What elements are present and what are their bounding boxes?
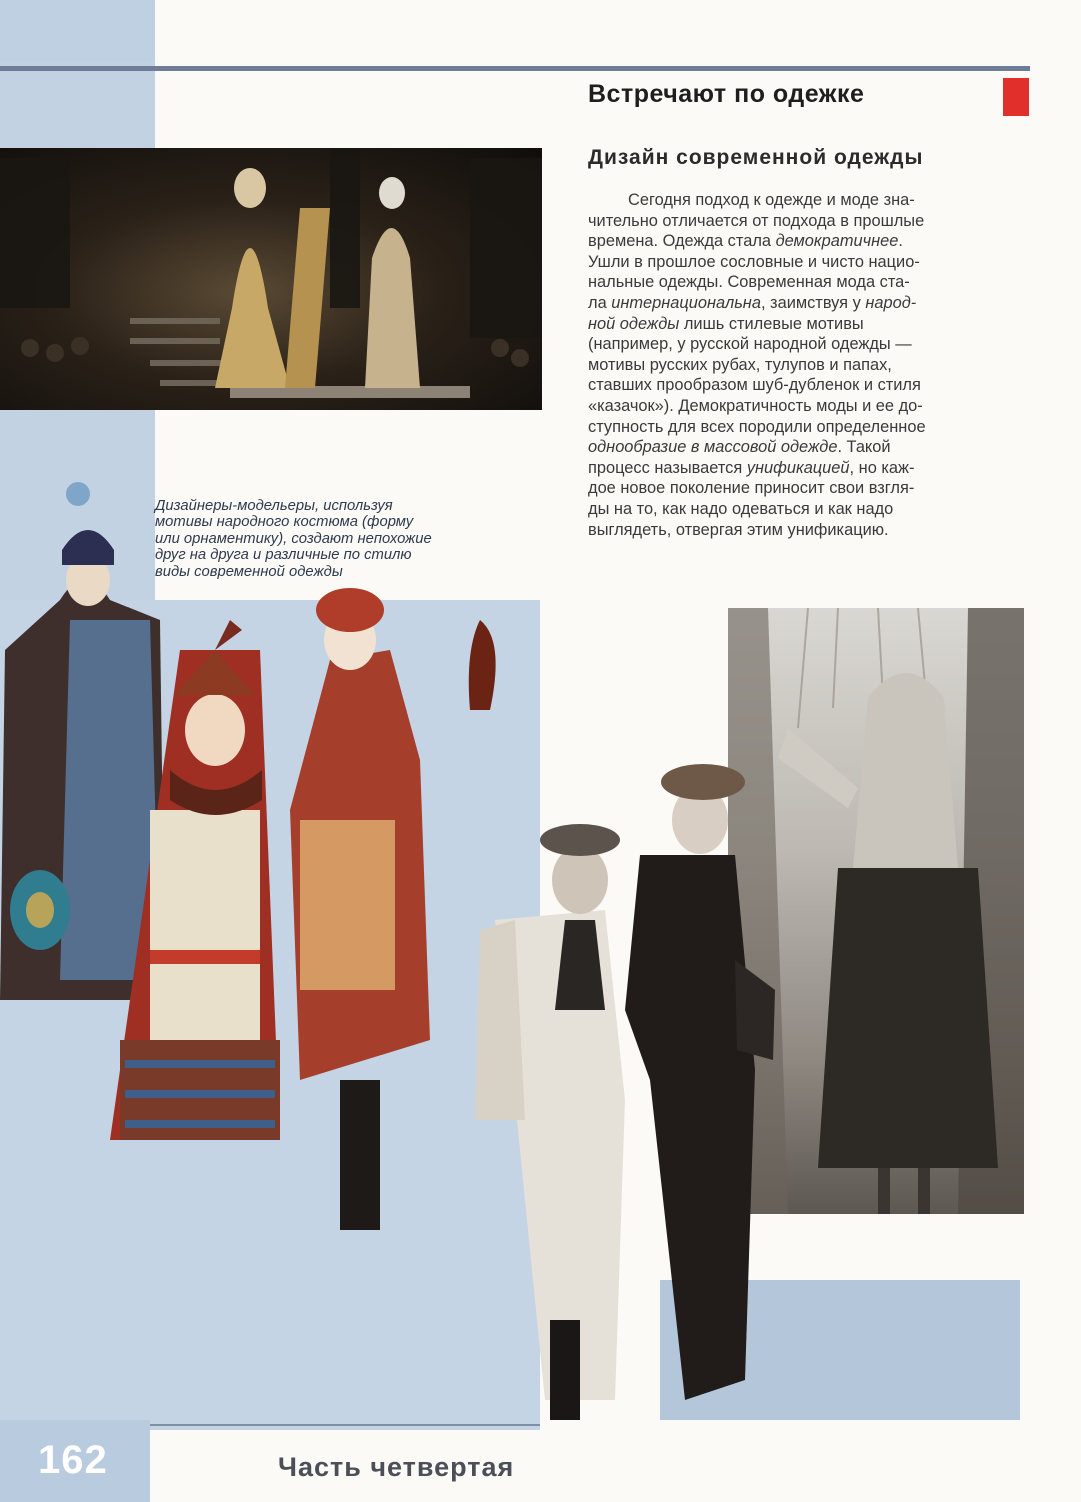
article-line bbox=[588, 396, 1022, 417]
article-line bbox=[588, 293, 1022, 314]
article-line bbox=[588, 437, 1022, 458]
photo-runway-show bbox=[0, 148, 542, 410]
article-emphasis: интернациональна bbox=[611, 293, 761, 312]
article-text: «казачок»). Демократичность моды и ее до- bbox=[588, 396, 923, 415]
caption-line: мотивы народного костюма (форму bbox=[155, 514, 414, 531]
article-text: , заимствуя у bbox=[760, 293, 866, 312]
article-text: мотивы русских рубах, тулупов и папах, bbox=[588, 355, 892, 374]
part-title: Часть четвертая bbox=[278, 1452, 515, 1482]
article-text: (например, у русской народной одежды — bbox=[588, 335, 912, 354]
article-line bbox=[588, 375, 1022, 396]
article-emphasis: однообразие в массовой одежде bbox=[588, 438, 838, 457]
article-text: . bbox=[898, 232, 903, 251]
article-line bbox=[588, 252, 1022, 273]
article-line bbox=[588, 334, 1022, 355]
section-title: Дизайн современной одежды bbox=[588, 146, 924, 169]
article-text: ла bbox=[588, 293, 612, 312]
header-rule bbox=[0, 66, 1030, 71]
article-emphasis: ной одежды bbox=[588, 314, 680, 333]
article-line bbox=[588, 231, 1022, 252]
footer-rule bbox=[150, 1424, 540, 1426]
men-caps-illustration bbox=[455, 760, 785, 1420]
article-emphasis: народ- bbox=[865, 293, 917, 312]
article-text: . Такой bbox=[837, 438, 891, 457]
article-line bbox=[588, 211, 1022, 232]
article-text: времена. Одежда стала bbox=[588, 232, 776, 251]
article-emphasis: демократичнее bbox=[775, 232, 899, 251]
article-emphasis: унификацией bbox=[746, 458, 850, 477]
photo-caption bbox=[155, 498, 545, 580]
article-text: процесс называется bbox=[588, 458, 747, 477]
article-line bbox=[588, 190, 1022, 211]
article-text: чительно отличается от подхода в прошлые bbox=[588, 211, 925, 230]
article-line bbox=[588, 355, 1022, 376]
article-line bbox=[588, 499, 1022, 520]
article-text: ды на то, как надо одеваться и как надо bbox=[588, 499, 894, 518]
photo-men-in-caps bbox=[455, 760, 785, 1420]
page-number: 162 bbox=[38, 1438, 108, 1482]
article-text: лишь стилевые мотивы bbox=[679, 314, 864, 333]
article-text: дое новое поколение приносит свои взгля- bbox=[588, 479, 915, 498]
article-text: выглядеть, отвергая этим унификацию. bbox=[588, 520, 889, 539]
article-text: ступность для всех породили определенное bbox=[588, 417, 926, 436]
caption-line: Дизайнеры-модельеры, используя bbox=[155, 498, 393, 514]
article-text: ставших прообразом шуб-дубленок и стиля bbox=[588, 376, 921, 395]
caption-line: друг на друга и различные по стилю bbox=[155, 547, 412, 564]
article-line bbox=[588, 478, 1022, 499]
article-text: Сегодня подход к одежде и моде зна- bbox=[628, 191, 915, 209]
article-line bbox=[588, 458, 1022, 479]
article-line bbox=[588, 314, 1022, 335]
caption-line: виды современной одежды bbox=[155, 563, 343, 580]
runway-illustration bbox=[0, 148, 542, 410]
article-body bbox=[588, 190, 1022, 540]
decor-block-top-left bbox=[0, 0, 155, 62]
caption-line: или орнаментику), создают непохожие bbox=[155, 530, 432, 547]
article-text: Ушли в прошлое сословные и чисто нацио- bbox=[588, 252, 920, 271]
article-line bbox=[588, 520, 1022, 541]
article-line bbox=[588, 272, 1022, 293]
article-text: нальные одежды. Современная мода ста- bbox=[588, 273, 910, 292]
chapter-title: Встречают по одежке bbox=[588, 80, 865, 108]
article-line bbox=[588, 417, 1022, 438]
chapter-marker bbox=[1003, 78, 1029, 116]
article-text: , но каж- bbox=[849, 458, 915, 477]
